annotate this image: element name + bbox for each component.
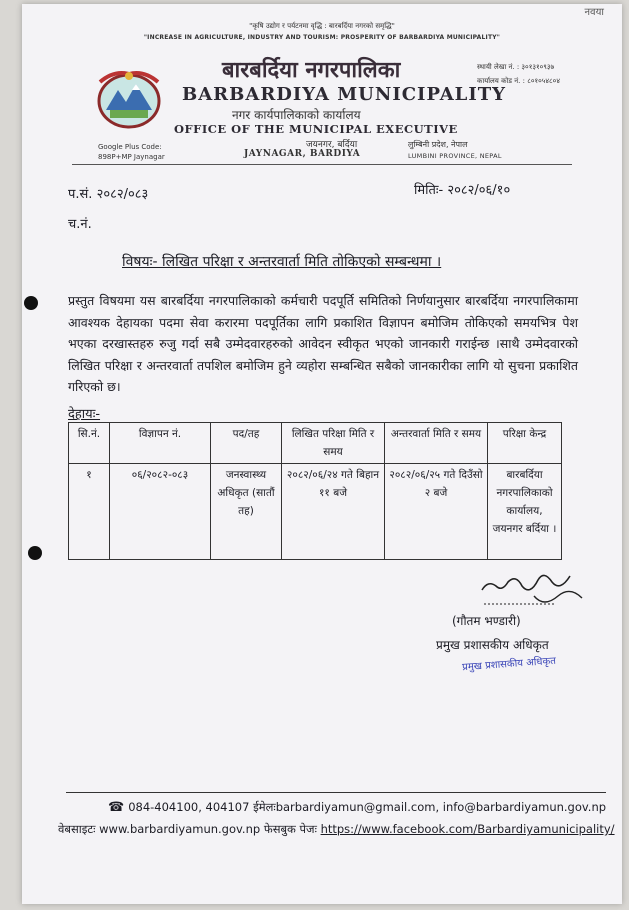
facebook-link[interactable]: https://www.facebook.com/Barbardiyamunicipality/: [320, 822, 615, 836]
website-label: वेबसाइटः www.barbardiyamun.gov.np फेसबुक पेजः: [58, 822, 317, 836]
hole-punch-mark: [28, 546, 42, 560]
letter-subject: विषयः- लिखित परिक्षा र अन्तरवार्ता मिति तोकिएको सम्बन्धमा ।: [122, 254, 442, 270]
letter-body: प्रस्तुत विषयमा यस बारबर्दिया नगरपालिकाको कर्मचारी पदपूर्ति समितिको निर्णयानुसार बारबर्दिया नगरपालिकामा आवश्यक देहायका पदमा सेवा करारमा पदपूर्तिका लागि प्रकाशित विज्ञापन बमोजिम तोकिएको समयभित्र पेश भएका दरखास्तहरु रुजु गर्दा सबै उम्मेदवारहरुको आवेदन स्वीकृत भएको जानकारी गराईन्छ ।साथै उम्मेदवारको लिखित परिक्षा र अन्तरवार्ता तपशिल बमोजिम हुने व्यहोरा सम्बन्धित सबैको जानकारीका लागि यो सुचना प्रकाशित गरिएको छ।: [68, 293, 578, 394]
table-cell: बारबर्दिया नगरपालिकाको कार्यालय, जयनगर बर्दिया ।: [488, 464, 562, 560]
footer-divider: [66, 792, 606, 793]
signature-icon: [474, 566, 594, 614]
permanent-account-value: : ३०१३१०९३७: [516, 63, 555, 71]
phone-icon: ☎: [108, 800, 125, 815]
hole-punch-mark: [24, 296, 38, 310]
header-cell: लिखित परिक्षा मिति र समय: [282, 423, 385, 464]
signatory-designation: प्रमुख प्रशासकीय अधिकृत: [436, 638, 549, 652]
reference-number: प.सं. २०८२/०८३: [68, 187, 149, 202]
municipality-name-english: BARBARDIYA MUNICIPALITY: [182, 84, 506, 105]
office-name-nepali: नगर कार्यपालिकाको कार्यालय: [232, 108, 361, 122]
office-name-english: OFFICE OF THE MUNICIPAL EXECUTIVE: [174, 122, 458, 136]
address-english: JAYNAGAR, BARDIYA: [244, 149, 361, 159]
office-code-label: कार्यालय कोड नं.: [477, 77, 521, 85]
province-english: LUMBINI PROVINCE, NEPAL: [408, 152, 502, 160]
exam-schedule-table: [68, 422, 562, 560]
table-cell: १: [69, 464, 110, 560]
header-cell: अन्तरवार्ता मिति र समय: [385, 423, 488, 464]
table-cell: २०८२/०६/२५ गते दिउँसो २ बजे: [385, 464, 488, 560]
header-cell: पद/तह: [211, 423, 282, 464]
province-nepali: लुम्बिनी प्रदेश, नेपाल: [408, 140, 468, 149]
table-header-row: [69, 423, 562, 464]
permanent-account-label: स्थायी लेखा नं.: [477, 63, 515, 71]
dehaya-label: देहायः-: [68, 407, 101, 422]
municipality-emblem-icon: [94, 68, 164, 130]
header-cell: सि.नं.: [69, 423, 110, 464]
registration-info: [477, 60, 560, 88]
address-nepali: जयनगर, बर्दिया: [306, 140, 358, 150]
footer-contact: [108, 800, 606, 815]
header-cell: परिक्षा केन्द्र: [488, 423, 562, 464]
slogan-english: "INCREASE IN AGRICULTURE, INDUSTRY AND TOURISM: PROSPERITY OF BARBARDIYA MUNICIPALITY": [143, 34, 501, 41]
google-plus-code: [98, 142, 165, 162]
table-cell: ०६/२०८२-०८३: [110, 464, 211, 560]
header-cell: विज्ञापन नं.: [110, 423, 211, 464]
table-cell: २०८२/०६/२४ गते बिहान ११ बजे: [282, 464, 385, 560]
letter-page: [22, 4, 622, 904]
header-divider: [72, 164, 572, 165]
table-row: [69, 464, 562, 560]
dispatch-number: च.नं.: [68, 217, 92, 232]
municipality-name-nepali: बारबर्दिया नगरपालिका: [222, 58, 401, 83]
table-cell: जनस्वास्थ्य अधिकृत (सातौं तह): [211, 464, 282, 560]
office-code-value: : ८०१०५४८०४: [522, 77, 560, 85]
letter-date: मितिः- २०८२/०६/१०: [414, 183, 511, 198]
slogan-nepali: "कृषि उद्योग र पर्यटनमा वृद्धि : बारबर्दिया नगरको समृद्धि": [249, 22, 395, 30]
official-stamp: प्रमुख प्रशासकीय अधिकृत: [461, 655, 557, 674]
gplus-label: Google Plus Code:: [98, 143, 162, 151]
signatory-name: (गौतम भण्डारी): [452, 614, 521, 628]
contact-text: 084-404100, 404107 ईमेलःbarbardiyamun@gmail.com, info@barbardiyamun.gov.np: [128, 800, 607, 814]
top-corner-text: नवया: [584, 7, 604, 18]
footer-website: [58, 822, 615, 837]
gplus-value: 898P+MP Jaynagar: [98, 153, 165, 161]
